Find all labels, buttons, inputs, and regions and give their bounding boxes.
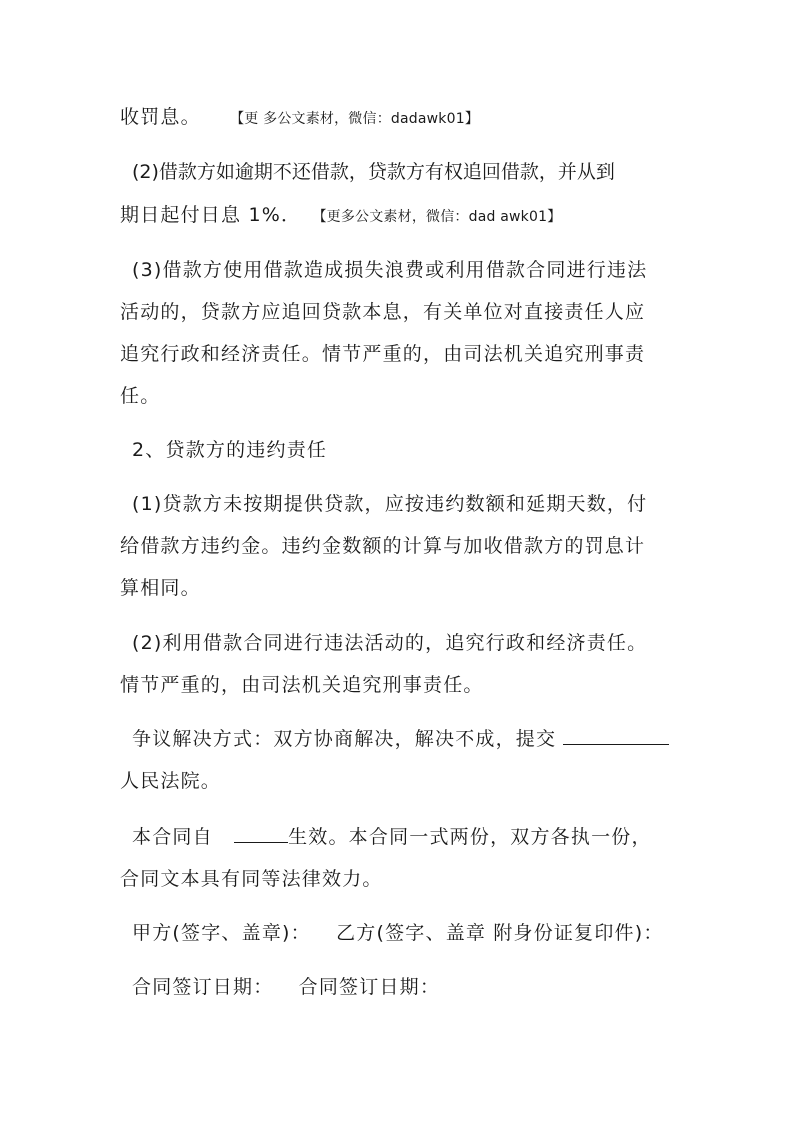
promo-note: 【更多公文素材，微信：dad awk01】: [312, 209, 562, 225]
paragraph-line: [120, 383, 160, 409]
heading-text: 2、贷款方的违约责任: [132, 439, 328, 461]
body-text: 本合同自: [132, 826, 213, 848]
body-text: (2)利用借款合同进行违法活动的，追究行政和经济责任。: [132, 632, 648, 654]
paragraph-line: [120, 575, 201, 601]
party-b-signature: 乙方(签字、盖章 附身份证复印件)：: [336, 922, 664, 944]
paragraph-line: [132, 630, 647, 656]
fill-in-blank: [563, 726, 669, 745]
paragraph-line: [120, 533, 645, 559]
fill-in-blank: [234, 824, 288, 843]
body-text: 给借款方违约金。违约金数额的计算与加收借款方的罚息计: [120, 535, 646, 557]
paragraph-line: [132, 491, 647, 517]
paragraph-line: [120, 866, 383, 892]
body-text: 期日起付日息 1%．: [120, 204, 302, 226]
party-a-signature: 甲方(签字、盖章)：: [132, 922, 311, 944]
paragraph-line: [132, 159, 673, 185]
promo-note: 【更 多公文素材，微信：dadawk01】: [230, 111, 480, 127]
signature-line: [132, 920, 664, 946]
paragraph-line: [132, 257, 647, 283]
body-text: 人民法院。: [120, 770, 222, 792]
body-text: 合同文本具有同等法律效力。: [120, 868, 383, 890]
paragraph-line: [120, 341, 645, 367]
body-text: (2)借款方如逾期不还借款，贷款方有权追回借款，并从到: [132, 161, 615, 183]
paragraph-line: [120, 672, 484, 698]
body-text: 收罚息。: [120, 106, 201, 128]
body-text: 任。: [120, 385, 161, 407]
paragraph-line: [120, 104, 479, 132]
body-text: 追究行政和经济责任。情节严重的，由司法机关追究刑事责: [120, 343, 646, 365]
body-text: (3)借款方使用借款造成损失浪费或利用借款合同进行违法: [132, 259, 648, 281]
paragraph-line: [120, 768, 221, 794]
paragraph-line: [120, 202, 561, 230]
body-text: 争议解决方式：双方协商解决，解决不成，提交: [132, 728, 557, 750]
paragraph-line: [132, 726, 669, 752]
date-line: [132, 974, 440, 1000]
body-text: 活动的，贷款方应追回贷款本息，有关单位对直接责任人应: [120, 301, 646, 323]
body-text: 情节严重的，由司法机关追究刑事责任。: [120, 674, 484, 696]
paragraph-line: [120, 299, 645, 325]
party-a-date: 合同签订日期：: [132, 976, 274, 998]
section-heading: [132, 437, 327, 463]
party-b-date: 合同签订日期：: [298, 976, 441, 998]
paragraph-line: [132, 824, 652, 850]
body-text: 算相同。: [120, 577, 201, 599]
body-text: (1)贷款方未按期提供贷款，应按违约数额和延期天数，付: [132, 493, 648, 515]
body-text: 生效。本合同一式两份，双方各执一份，: [288, 826, 652, 848]
